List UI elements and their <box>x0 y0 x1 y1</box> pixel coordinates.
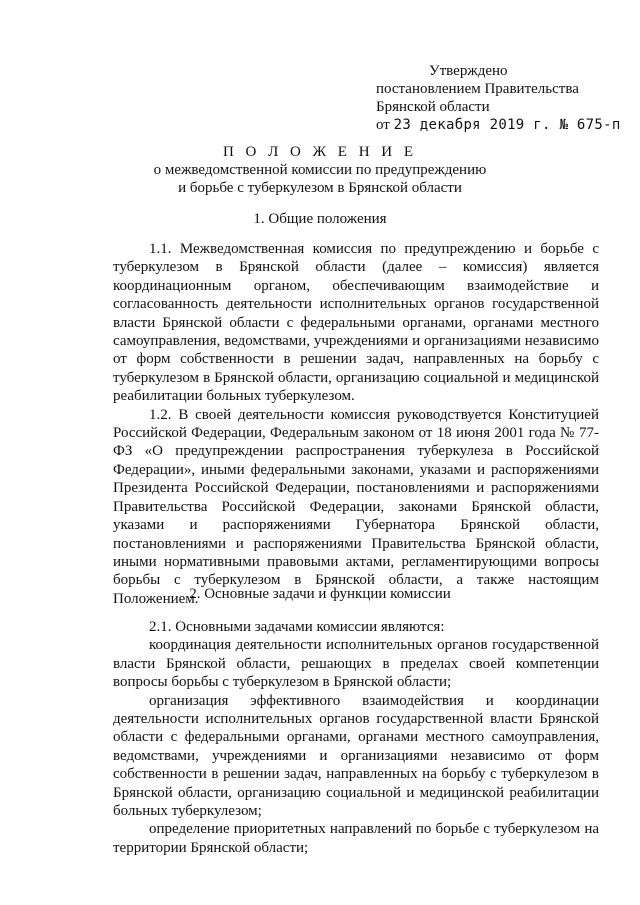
paragraph: 1.2. В своей деятельности комиссия руководствуется Конституцией Российской Федерации, Федеральным законом от 18 июня 2001 года № 77-ФЗ «О предупреждении распространения туберкулеза в Российской Федерации», иными федеральными законами, указами и распоряжениями Президента Российской Федерации, постановлениями и распоряжениями Правительства Российской Федерации, законами Брянской области, указами и распоряжениями Губернатора Брянской области, постановлениями и распоряжениями Правительства Брянской области, иными нормативными правовыми актами, регламентирующими вопросы борьбы с туберкулезом в Брянской области, а также настоящим Положением. <box>113 406 599 607</box>
approval-line-approved: Утверждено <box>429 63 508 79</box>
approval-date-stamp: 23 декабря 2019 г. № 675-п <box>393 117 621 133</box>
document-subtitle-line1: о межведомственной комиссии по предупреждению <box>153 162 487 178</box>
section-body-general <box>113 240 599 608</box>
paragraph: определение приоритетных направлений по борьбе с туберкулезом на территории Брянской области; <box>113 821 599 856</box>
approval-line-region: Брянской области <box>376 99 490 115</box>
approval-line-date <box>376 116 621 134</box>
approval-block <box>376 62 621 134</box>
document-title: П О Л О Ж Е Н И Е <box>222 144 418 160</box>
paragraph: организация эффективного взаимодействия и координации деятельности исполнительных органов государственной власти Брянской области с федеральными органами, органами местного самоуправления, ведомствами, учреждениями и организациями независимо от форм собственности в решении задач, направленных на борьбу с туберкулезом в Брянской области, организацию социальной и медицинской реабилитации больных туберкулезом; <box>113 692 599 820</box>
section-heading-tasks: 2. Основные задачи и функции комиссии <box>189 586 451 602</box>
approval-date-prefix: от <box>376 117 390 133</box>
approval-line-resolution: постановлением Правительства <box>376 81 579 97</box>
document-subtitle-line2: и борьбе с туберкулезом в Брянской области <box>178 180 462 196</box>
paragraph: 1.1. Межведомственная комиссия по предупреждению и борьбе с туберкулезом в Брянской области (далее – комиссия) является координационным органом, обеспечивающим взаимодействие и согласованность деятельности исполнительных органов государственной власти Брянской области с федеральными органами, органами местного самоуправления, ведомствами, учреждениями и организациями независимо от форм собственности в решении задач, направленных на борьбу с туберкулезом в Брянской области, организацию социальной и медицинской реабилитации больных туберкулезом. <box>113 241 599 405</box>
paragraph: 2.1. Основными задачами комиссии являются: <box>149 619 445 635</box>
paragraph: координация деятельности исполнительных органов государственной власти Брянской области, решающих в пределах своей компетенции вопросы борьбы с туберкулезом в Брянской области; <box>113 637 599 691</box>
section-body-tasks <box>113 618 599 857</box>
section-heading-general: 1. Общие положения <box>253 211 387 227</box>
